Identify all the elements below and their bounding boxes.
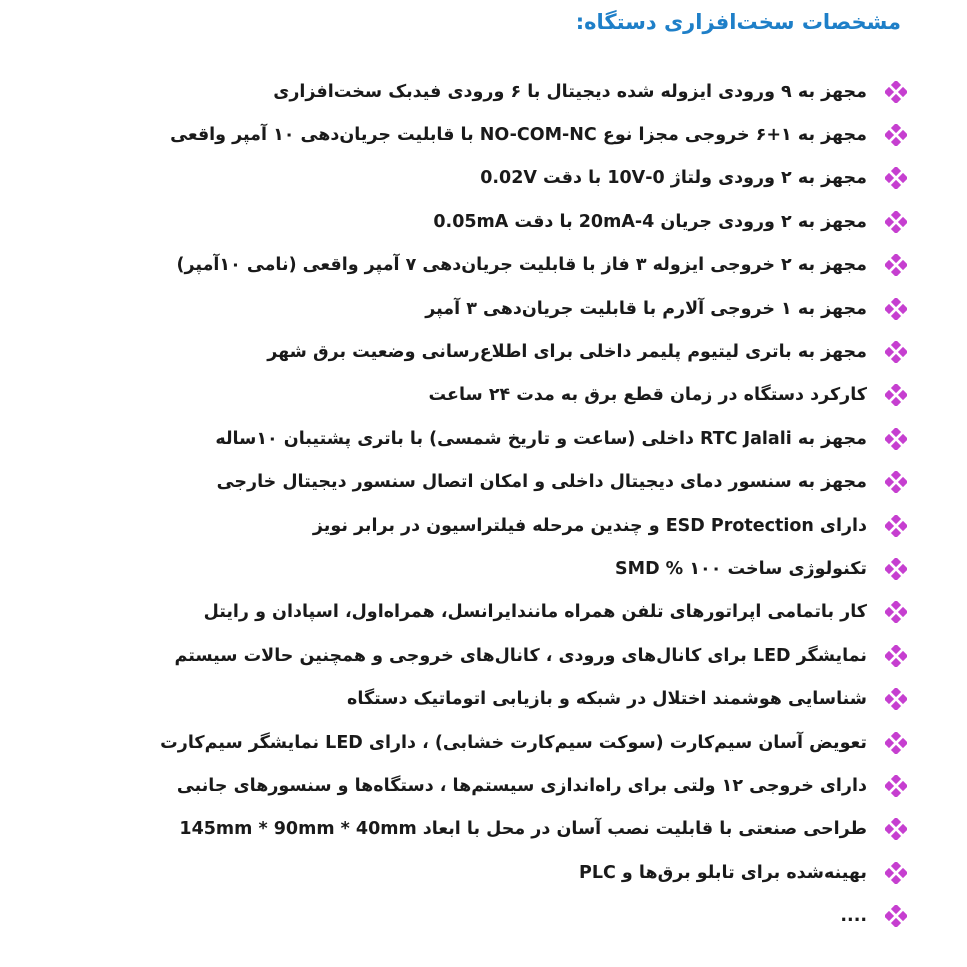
diamond-dots-icon xyxy=(885,384,907,406)
list-item xyxy=(27,244,867,287)
diamond-dots-icon xyxy=(885,471,907,493)
list-item xyxy=(27,894,867,937)
list-item-text: نمایشگر LED برای کانال‌های ورودی ، کانال‌های خروجی و همچنین حالات سیستم xyxy=(174,645,867,666)
list-item-text: مجهز به ۱ خروجی آلارم با قابلیت جریان‌دهی ۳ آمپر xyxy=(425,298,867,319)
list-item-content xyxy=(170,113,867,156)
list-item-content xyxy=(313,504,867,547)
list-item-text: .... xyxy=(840,906,867,927)
list-item xyxy=(27,157,867,200)
list-item-text: تکنولوژی ساخت ۱۰۰ % SMD xyxy=(615,558,867,579)
diamond-dots-icon xyxy=(885,211,907,233)
list-item xyxy=(27,70,867,113)
diamond-dots-icon xyxy=(885,558,907,580)
list-item-text: بهینه‌شده برای تابلو برق‌ها و PLC xyxy=(579,862,867,883)
list-item xyxy=(27,808,867,851)
list-item-text: دارای ESD Protection و چندین مرحله فیلتراسیون در برابر نویز xyxy=(312,515,867,536)
list-item-text: مجهز به ۲ ورودی ولتاژ 0-10V با دقت 0.02V xyxy=(480,168,867,189)
diamond-dots-icon xyxy=(885,732,907,754)
list-item-content xyxy=(347,677,867,720)
list-item-text: کار باتمامی اپراتورهای تلفن همراه مانندایرانسل، همراه‌اول، اسپادان و رایتل xyxy=(203,602,867,623)
list-item-text: دارای خروجی ۱۲ ولتی برای راه‌اندازی سیستم‌ها ، دستگاه‌ها و سنسورهای جانبی xyxy=(176,775,867,796)
list-item-content xyxy=(579,851,867,894)
list-item-content xyxy=(840,894,867,937)
list-item xyxy=(27,721,867,764)
diamond-dots-icon xyxy=(885,428,907,450)
list-item xyxy=(27,677,867,720)
list-item-content xyxy=(425,287,867,330)
diamond-dots-icon xyxy=(885,818,907,840)
list-item-content xyxy=(480,157,867,200)
list-item-text: مجهز به ۹ ورودی ایزوله شده دیجیتال با ۶ ورودی فیدبک سخت‌افزاری xyxy=(273,81,867,102)
list-item xyxy=(27,200,867,243)
diamond-dots-icon xyxy=(885,905,907,927)
list-item-content xyxy=(433,200,867,243)
list-item-text: مجهز به ۱+۶ خروجی مجزا نوع NO-COM-NC با قابلیت جریان‌دهی ۱۰ آمپر واقعی xyxy=(170,125,867,146)
list-item-content xyxy=(273,70,867,113)
list-item-text: مجهز به ۲ ورودی جریان 4-20mA با دقت 0.05mA xyxy=(433,211,867,232)
list-item-content xyxy=(217,461,867,504)
page-title: مشخصات سخت‌افزاری دستگاه: xyxy=(575,10,901,34)
diamond-dots-icon xyxy=(885,124,907,146)
diamond-dots-icon xyxy=(885,515,907,537)
diamond-dots-icon xyxy=(885,862,907,884)
diamond-dots-icon xyxy=(885,254,907,276)
list-item-text: کارکرد دستگاه در زمان قطع برق به مدت ۲۴ ساعت xyxy=(428,385,867,406)
list-item xyxy=(27,417,867,460)
diamond-dots-icon xyxy=(885,167,907,189)
list-item-content xyxy=(204,591,867,634)
spec-list xyxy=(27,70,867,938)
list-item-content xyxy=(615,547,867,590)
diamond-dots-icon xyxy=(885,775,907,797)
list-item-content xyxy=(179,808,867,851)
list-item-content xyxy=(177,764,867,807)
diamond-dots-icon xyxy=(885,81,907,103)
list-item-content xyxy=(174,634,867,677)
list-item-text: تعویض آسان سیم‌کارت (سوکت سیم‌کارت خشابی) ، دارای LED نمایشگر سیم‌کارت xyxy=(160,732,867,753)
list-item-content xyxy=(177,244,867,287)
diamond-dots-icon xyxy=(885,601,907,623)
list-item-content xyxy=(160,721,867,764)
list-item-text: شناسایی هوشمند اختلال در شبکه و بازیابی اتوماتیک دستگاه xyxy=(347,689,867,710)
diamond-dots-icon xyxy=(885,688,907,710)
list-item-text: مجهز به RTC Jalali داخلی (ساعت و تاریخ شمسی) با باتری پشتیبان ۱۰ساله xyxy=(215,428,867,449)
diamond-dots-icon xyxy=(885,298,907,320)
list-item xyxy=(27,851,867,894)
list-item xyxy=(27,764,867,807)
list-item-text: مجهز به باتری لیتیوم پلیمر داخلی برای اطلاع‌رسانی وضعیت برق شهر xyxy=(267,342,867,363)
diamond-dots-icon xyxy=(885,341,907,363)
list-item xyxy=(27,113,867,156)
list-item-text: مجهز به ۲ خروجی ایزوله ۳ فاز با قابلیت جریان‌دهی ۷ آمپر واقعی (نامی ۱۰آمپر) xyxy=(176,255,867,276)
list-item xyxy=(27,634,867,677)
list-item-text: طراحی صنعتی با قابلیت نصب آسان در محل با ابعاد 145mm * 90mm * 40mm xyxy=(179,819,867,840)
list-item xyxy=(27,504,867,547)
list-item xyxy=(27,591,867,634)
list-item xyxy=(27,547,867,590)
list-item xyxy=(27,461,867,504)
list-item xyxy=(27,330,867,373)
list-item-content xyxy=(215,417,867,460)
list-item-text: مجهز به سنسور دمای دیجیتال داخلی و امکان اتصال سنسور دیجیتال خارجی xyxy=(216,472,867,493)
list-item-content xyxy=(428,374,867,417)
list-item-content xyxy=(267,330,867,373)
list-item xyxy=(27,287,867,330)
diamond-dots-icon xyxy=(885,645,907,667)
list-item xyxy=(27,374,867,417)
